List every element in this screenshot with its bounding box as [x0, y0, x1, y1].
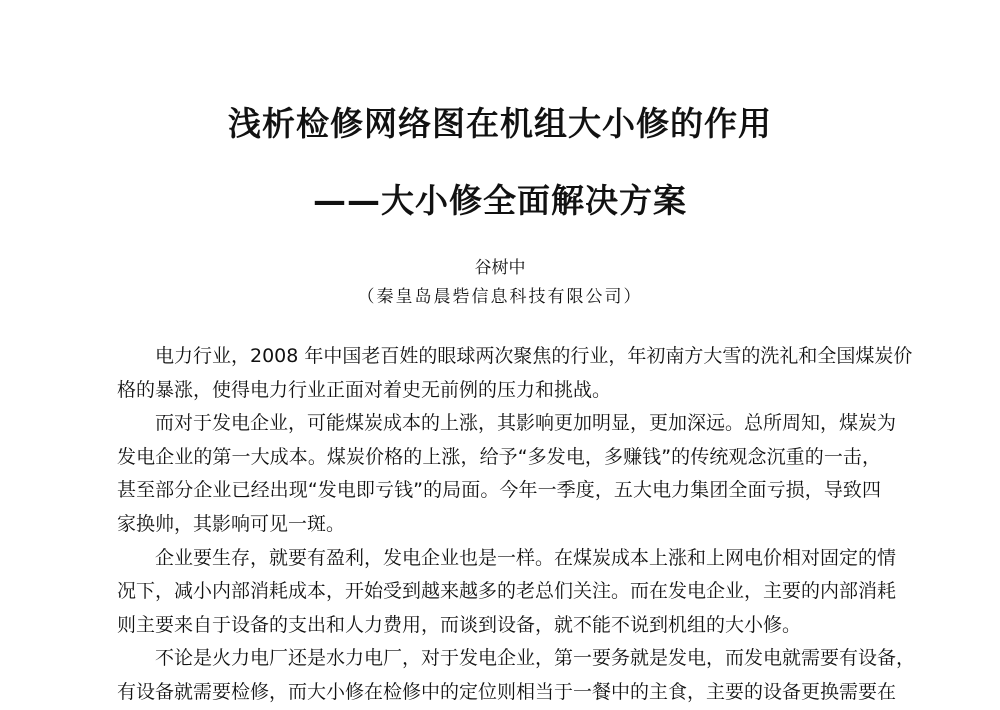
document-subtitle: ——大小修全面解决方案 — [313, 181, 687, 220]
text-line: 电力行业，2008 年中国老百姓的眼球两次聚焦的行业，年初南方大雪的洗礼和全国煤炭价 — [155, 345, 913, 367]
text-line: 不论是火力电厂还是水力电厂，对于发电企业，第一要务就是发电，而发电就需要有设备， — [155, 647, 916, 670]
document-title: 浅析检修网络图在机组大小修的作用 — [228, 104, 772, 143]
paragraph — [117, 542, 897, 643]
paragraph — [117, 642, 916, 709]
text-line: 况下，减小内部消耗成本，开始受到越来越多的老总们关注。而在发电企业，主要的内部消耗 — [117, 580, 897, 603]
author-affiliation: （秦皇岛晨砦信息科技有限公司） — [357, 287, 643, 307]
author-name: 谷树中 — [474, 258, 526, 278]
document-body — [117, 340, 916, 710]
text-line: 则主要来自于设备的支出和人力费用，而谈到设备，就不能不说到机组的大小修。 — [117, 613, 802, 636]
text-line: 发电企业的第一大成本。煤炭价格的上涨，给予“多发电，多赚钱”的传统观念沉重的一击， — [117, 445, 881, 468]
text-line: 有设备就需要检修，而大小修在检修中的定位则相当于一餐中的主食，主要的设备更换需要在 — [117, 680, 897, 703]
text-line: 企业要生存，就要有盈利，发电企业也是一样。在煤炭成本上涨和上网电价相对固定的情 — [155, 546, 897, 569]
text-line: 格的暴涨，使得电力行业正面对着史无前例的压力和挑战。 — [117, 378, 612, 401]
text-line: 家换帅，其影响可见一斑。 — [117, 512, 346, 535]
paragraph — [117, 340, 913, 407]
paragraph — [117, 407, 897, 541]
text-line: 甚至部分企业已经出现“发电即亏钱”的局面。今年一季度，五大电力集团全面亏损，导致四 — [117, 479, 881, 502]
text-line: 而对于发电企业，可能煤炭成本的上涨，其影响更加明显，更加深远。总所周知，煤炭为 — [155, 412, 897, 435]
